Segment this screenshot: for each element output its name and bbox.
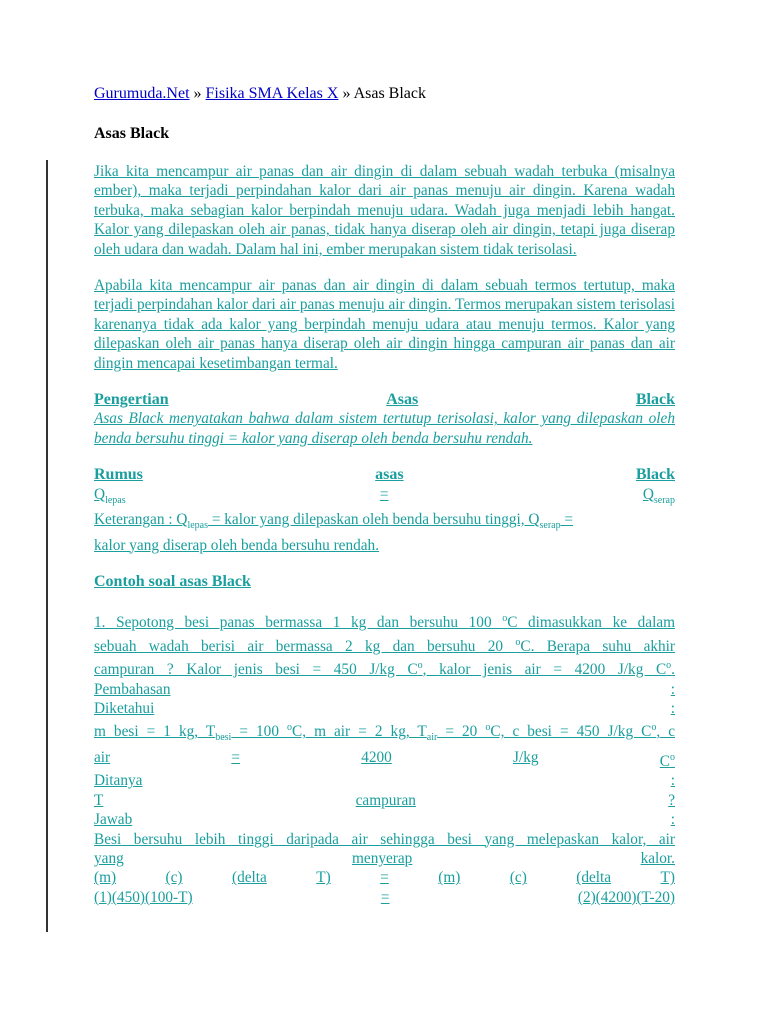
breadcrumb (94, 84, 675, 104)
heading-word: Pengertian (94, 391, 169, 409)
heading-word: Rumus (94, 466, 143, 484)
ditanya-line: Ditanya : (94, 772, 675, 790)
question-line: sebuah wadah berisi air bermassa 2 kg dan bersuhu 20 $^o$C. Berapa suhu akhir (94, 636, 675, 655)
section-contoh (94, 609, 675, 907)
t-campuran-line: T campuran ? (94, 791, 675, 809)
page-title: Asas Black (94, 125, 170, 142)
diketahui-line: Diketahui : (94, 699, 675, 717)
q-lepas: $Q_{lepas}$ (94, 485, 126, 506)
heading-word: Black (635, 391, 675, 409)
document-page (94, 84, 675, 907)
rumus-heading (94, 465, 675, 484)
formula-line: (m) (c) (delta T) = (m) (c) (delta T) (94, 869, 675, 887)
breadcrumb-category-link[interactable]: Fisika SMA Kelas X (205, 85, 339, 102)
question-line: 1. Sepotong besi panas bermassa 1 kg dan bersuhu 100 $^o$C dimasukkan ke dalam (94, 613, 676, 632)
keterangan: Keterangan : $Q_{lepas}$ = kalor yang dilepaskan oleh benda bersuhu tinggi, $Q_{serap}$ = kalor yang diserap oleh benda bersuhu rendah. (94, 511, 574, 554)
given-line: m besi = 1 kg, $T_{besi} = 100$ $^o$C, m air = 2 kg, $T_{air} = 20$ $^o$C, c besi = 450 J/kg $C^o$, c (94, 722, 675, 744)
heading-word: Asas (386, 391, 419, 409)
section-pengertian (94, 390, 675, 448)
explanation-line: Besi bersuhu lebih tinggi daripada air sehingga besi yang melepaskan kalor, air (94, 830, 675, 848)
breadcrumb-separator: » (338, 85, 354, 102)
q-serap: $Q_{serap}$ (642, 485, 675, 506)
breadcrumb-site-link[interactable]: Gurumuda.Net (94, 85, 190, 102)
breadcrumb-separator: » (189, 85, 206, 102)
section-rumus (94, 465, 675, 555)
pengertian-heading (94, 390, 675, 409)
equals-sign: = (379, 485, 389, 503)
heading-word: asas (375, 466, 404, 484)
paragraph-2: Apabila kita mencampur air panas dan air dingin di dalam sebuah termos tertutup, maka terjadi perpindahan kalor dari air panas menuju air dingin. Termos merupakan sistem terisolasi karenanya tidak ada kalor yang berpindah menuju udara atau menuju termos. Kalor yang dilepaskan oleh air panas hanya diserap oleh air dingin hingga campuran air panas dan air dingin mencapai kesetimbangan termal. (94, 277, 675, 372)
air-value-line: air = 4200 J/kg $C^o$ (94, 748, 675, 770)
heading-word: Black (635, 466, 675, 484)
pembahasan-line: Pembahasan : (94, 680, 675, 698)
menyerap-line: yang menyerap kalor. (94, 849, 675, 867)
contoh-heading: Contoh soal asas Black (94, 573, 251, 590)
breadcrumb-current: Asas Black (353, 85, 426, 102)
question-line: campuran ? Kalor jenis besi = 450 J/kg $C^o$, kalor jenis air = 4200 J/kg $C^o$. (94, 660, 675, 679)
rumus-formula (94, 485, 675, 510)
left-margin-bar (46, 160, 48, 932)
paragraph-1: Jika kita mencampur air panas dan air dingin di dalam sebuah wadah terbuka (misalnya ember), maka terjadi perpindahan kalor dari air panas menuju air dingin. Karena wadah terbuka, maka sebagian kalor berpindah menuju udara. Wadah juga menjadi lebih hangat. Kalor yang dilepaskan oleh air panas, tidak hanya diserap oleh air dingin, tetapi juga diserap oleh udara dan wadah. Dalam hal ini, ember merupakan sistem tidak terisolasi. (94, 163, 675, 258)
jawab-line: Jawab : (94, 811, 675, 829)
pengertian-text: Asas Black menyatakan bahwa dalam sistem tertutup terisolasi, kalor yang dilepaskan oleh benda bersuhu tinggi = kalor yang diserap oleh benda bersuhu rendah. (94, 410, 675, 447)
calculation-line: (1)(450)(100-T) = (2)(4200)(T-20) (94, 888, 675, 906)
